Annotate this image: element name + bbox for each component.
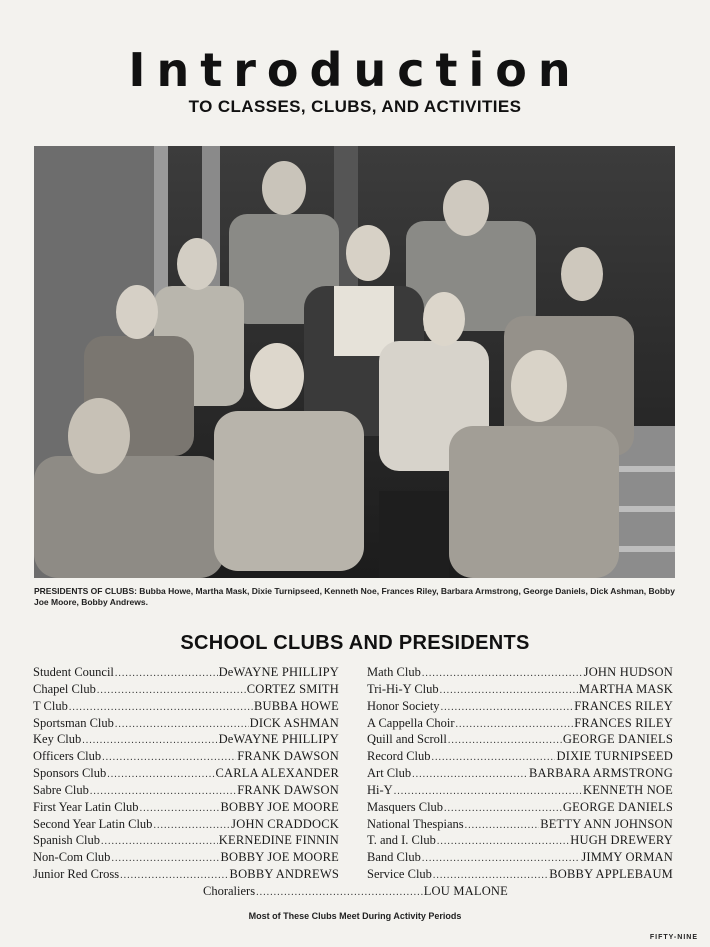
- club-row: [367, 699, 673, 716]
- club-president: LOU MALONE: [423, 884, 508, 898]
- club-president: BOBBY JOE MOORE: [220, 799, 339, 814]
- club-row: [33, 766, 339, 783]
- club-name: Sabre Club: [33, 782, 89, 797]
- club-row: [33, 867, 339, 884]
- page-subtitle: TO CLASSES, CLUBS, AND ACTIVITIES: [188, 97, 522, 116]
- club-row: [367, 833, 673, 850]
- club-row: [33, 783, 339, 800]
- club-president: FRANK DAWSON: [237, 782, 339, 797]
- club-president: CARLA ALEXANDER: [215, 766, 339, 781]
- club-name: Hi-Y: [367, 782, 393, 797]
- dot-leader: [432, 752, 556, 763]
- club-president: BETTY ANN JOHNSON: [540, 816, 673, 831]
- club-name: Masquers Club: [367, 799, 444, 814]
- club-row: [367, 850, 673, 867]
- club-president: FRANK DAWSON: [237, 749, 339, 764]
- club-name: Band Club: [367, 850, 421, 865]
- dot-leader: [153, 820, 230, 831]
- dot-leader: [120, 870, 228, 881]
- dot-leader: [101, 836, 218, 847]
- club-row: [33, 665, 339, 682]
- club-president: DeWAYNE PHILLIPY: [218, 665, 339, 679]
- club-president: GEORGE DANIELS: [562, 799, 673, 814]
- dot-leader: [422, 668, 583, 679]
- clubs-left-column: [33, 665, 339, 884]
- club-row: [367, 749, 673, 766]
- club-president: CORTEZ SMITH: [246, 681, 339, 696]
- club-row: [33, 716, 339, 733]
- clubs-center-row: [203, 884, 508, 901]
- club-row: [367, 800, 673, 817]
- clubs-right-column: [367, 665, 673, 884]
- club-row: [33, 817, 339, 834]
- club-name: Quill and Scroll: [367, 732, 447, 747]
- dot-leader: [448, 735, 562, 746]
- club-name: Record Club: [367, 749, 431, 764]
- club-president: JOHN HUDSON: [583, 665, 673, 679]
- club-president: BOBBY APPLEBAUM: [549, 867, 673, 882]
- dot-leader: [102, 752, 236, 763]
- clubs-section-heading: SCHOOL CLUBS AND PRESIDENTS: [180, 632, 530, 654]
- group-photo-illustration: [34, 146, 675, 578]
- club-row: [367, 665, 673, 682]
- dot-leader: [412, 769, 528, 780]
- dot-leader: [456, 719, 574, 730]
- club-row: [33, 749, 339, 766]
- dot-leader: [465, 820, 540, 831]
- club-name: Choraliers: [203, 884, 256, 898]
- club-row: [33, 732, 339, 749]
- dot-leader: [441, 702, 574, 713]
- dot-leader: [256, 887, 423, 898]
- dot-leader: [394, 786, 582, 797]
- club-row: [33, 850, 339, 867]
- club-president: BOBBY ANDREWS: [229, 867, 339, 882]
- dot-leader: [111, 853, 219, 864]
- club-row: [33, 682, 339, 699]
- club-name: Math Club: [367, 665, 421, 679]
- club-president: DICK ASHMAN: [249, 715, 339, 730]
- club-president: BOBBY JOE MOORE: [220, 850, 339, 865]
- club-name: Officers Club: [33, 749, 102, 764]
- club-name: Art Club: [367, 766, 412, 781]
- club-name: Sportsman Club: [33, 715, 114, 730]
- clubs-footnote: Most of These Clubs Meet During Activity Periods: [248, 911, 462, 921]
- club-president: KENNETH NOE: [582, 782, 673, 797]
- club-president: FRANCES RILEY: [574, 715, 673, 730]
- club-name: Honor Society: [367, 698, 440, 713]
- club-name: Tri-Hi-Y Club: [367, 681, 439, 696]
- club-row: [203, 884, 508, 901]
- club-row: [33, 833, 339, 850]
- club-name: Chapel Club: [33, 681, 96, 696]
- club-name: A Cappella Choir: [367, 715, 455, 730]
- club-row: [33, 699, 339, 716]
- club-row: [367, 732, 673, 749]
- club-president: GEORGE DANIELS: [562, 732, 673, 747]
- club-president: BUBBA HOWE: [254, 698, 339, 713]
- club-name: National Thespians: [367, 816, 464, 831]
- group-photo: [34, 146, 675, 578]
- dot-leader: [69, 702, 253, 713]
- club-name: T. and I. Club: [367, 833, 436, 848]
- club-row: [367, 716, 673, 733]
- club-row: [367, 867, 673, 884]
- club-name: Second Year Latin Club: [33, 816, 153, 831]
- page-number: FIFTY-NINE: [649, 934, 698, 941]
- club-president: MARTHA MASK: [578, 681, 673, 696]
- club-president: JOHN CRADDOCK: [231, 816, 339, 831]
- club-name: Spanish Club: [33, 833, 101, 848]
- dot-leader: [140, 803, 220, 814]
- club-name: Key Club: [33, 732, 82, 747]
- dot-leader: [97, 685, 246, 696]
- dot-leader: [82, 735, 217, 746]
- club-president: JIMMY ORMAN: [581, 850, 673, 865]
- club-president: BARBARA ARMSTRONG: [528, 766, 673, 781]
- club-name: Service Club: [367, 867, 432, 882]
- club-name: Student Council: [33, 665, 114, 679]
- page-title: Introduction: [128, 43, 582, 97]
- club-name: First Year Latin Club: [33, 799, 139, 814]
- club-row: [367, 817, 673, 834]
- dot-leader: [437, 836, 569, 847]
- photo-caption: PRESIDENTS OF CLUBS: Bubba Howe, Martha Mask, Dixie Turnipseed, Kenneth Noe, Frances Riley, Barbara Armstrong, George Daniels, Dick Ashman, Bobby Joe Moore, Bobby Andrews.: [34, 586, 675, 607]
- club-president: DIXIE TURNIPSEED: [556, 749, 673, 764]
- dot-leader: [115, 668, 218, 679]
- club-president: FRANCES RILEY: [574, 698, 673, 713]
- club-president: DeWAYNE PHILLIPY: [218, 732, 339, 747]
- dot-leader: [90, 786, 236, 797]
- club-president: HUGH DREWERY: [570, 833, 673, 848]
- club-president: KERNEDINE FINNIN: [218, 833, 339, 848]
- dot-leader: [422, 853, 580, 864]
- club-row: [367, 766, 673, 783]
- dot-leader: [115, 719, 249, 730]
- dot-leader: [107, 769, 214, 780]
- club-name: T Club: [33, 698, 68, 713]
- club-row: [367, 783, 673, 800]
- club-name: Sponsors Club: [33, 766, 107, 781]
- dot-leader: [440, 685, 578, 696]
- club-name: Non-Com Club: [33, 850, 111, 865]
- club-name: Junior Red Cross: [33, 867, 120, 882]
- dot-leader: [444, 803, 562, 814]
- club-row: [33, 800, 339, 817]
- dot-leader: [433, 870, 548, 881]
- club-row: [367, 682, 673, 699]
